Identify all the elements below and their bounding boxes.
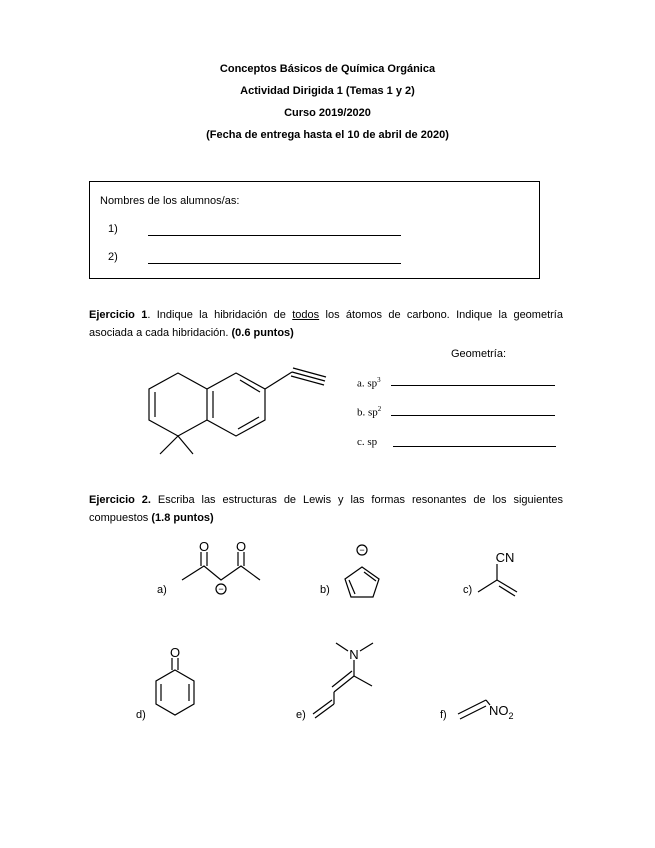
compound-e-molecule	[313, 643, 373, 718]
methyl-bond	[360, 643, 373, 651]
ethynyl-bond	[265, 372, 292, 389]
names-title: Nombres de los alumnos/as:	[100, 195, 240, 207]
double-bond	[499, 586, 515, 596]
nitro-subscript: 2	[508, 711, 514, 721]
exercise-1-points: (0.6 puntos)	[231, 327, 294, 339]
double-bond	[332, 671, 352, 687]
exercise-1-text: los átomos de carbono. Indique la geometría asociada a cada hibridación.	[89, 309, 563, 339]
compound-label-c: c)	[463, 584, 473, 596]
name-row-number: 2)	[108, 251, 118, 263]
exercise-2-text: Escriba las estructuras de Lewis y las formas resonantes de los siguientes compuestos	[89, 494, 563, 524]
methyl-bond	[336, 643, 348, 651]
compound-d-molecule	[156, 645, 194, 715]
charge-sign: −	[359, 545, 365, 555]
charge-sign: −	[218, 584, 224, 594]
carbon-chain	[182, 566, 260, 580]
hyb-sup: 2	[377, 405, 382, 413]
nitrile-group: CN	[495, 550, 515, 565]
exercise-1-molecule	[149, 368, 326, 454]
compound-a-molecule	[182, 539, 260, 594]
hyb-prefix: c. sp	[357, 436, 378, 448]
compound-label-e: e)	[296, 709, 306, 721]
methyl-bond	[160, 436, 178, 454]
methyl-bond	[354, 676, 372, 686]
double-bond	[240, 380, 260, 392]
triple-bond	[291, 376, 324, 385]
double-bond	[458, 700, 486, 714]
double-bond	[334, 676, 354, 692]
due-date: (Fecha de entrega hasta el 10 de abril de 2020)	[206, 129, 449, 141]
compound-label-d: d)	[136, 709, 146, 721]
aromatic-ring	[207, 373, 265, 436]
geometry-title: Geometría:	[451, 348, 507, 360]
dihydro-ring	[149, 373, 207, 436]
methyl-bond	[178, 436, 193, 454]
compound-c-molecule	[478, 550, 517, 596]
six-membered-ring	[156, 670, 194, 715]
nitro-group	[489, 703, 514, 721]
hyb-sup: 3	[377, 376, 381, 384]
compound-label-f: f)	[440, 709, 447, 721]
oxygen-atom: O	[198, 539, 210, 554]
double-bond	[238, 417, 259, 429]
compound-f-molecule	[458, 700, 514, 721]
nitrogen-atom: N	[349, 647, 359, 662]
compound-label-a: a)	[157, 584, 167, 596]
name-row-number: 1)	[108, 223, 118, 235]
oxygen-atom: O	[235, 539, 247, 554]
hyb-prefix: a. sp	[357, 377, 378, 390]
activity-title: Actividad Dirigida 1 (Temas 1 y 2)	[240, 85, 415, 97]
oxygen-atom: O	[169, 645, 181, 660]
double-bond	[460, 706, 486, 719]
compound-label-b: b)	[320, 584, 330, 596]
exercise-2-label: Ejercicio 2.	[89, 494, 151, 506]
triple-bond	[293, 368, 326, 377]
nitro-main: NO	[489, 703, 509, 718]
hyb-prefix: b. sp	[357, 406, 378, 419]
exercise-1-label: Ejercicio 1	[89, 309, 148, 321]
course-year: Curso 2019/2020	[284, 107, 371, 119]
methyl-bond	[478, 580, 497, 592]
exercise-2-points: (1.8 puntos)	[151, 512, 214, 524]
triple-bond	[292, 372, 325, 381]
compound-b-molecule	[345, 545, 379, 597]
underlined-word: todos	[292, 309, 320, 321]
course-title: Conceptos Básicos de Química Orgánica	[219, 63, 436, 75]
exercise-1-text: . Indique la hibridación de	[147, 309, 293, 321]
